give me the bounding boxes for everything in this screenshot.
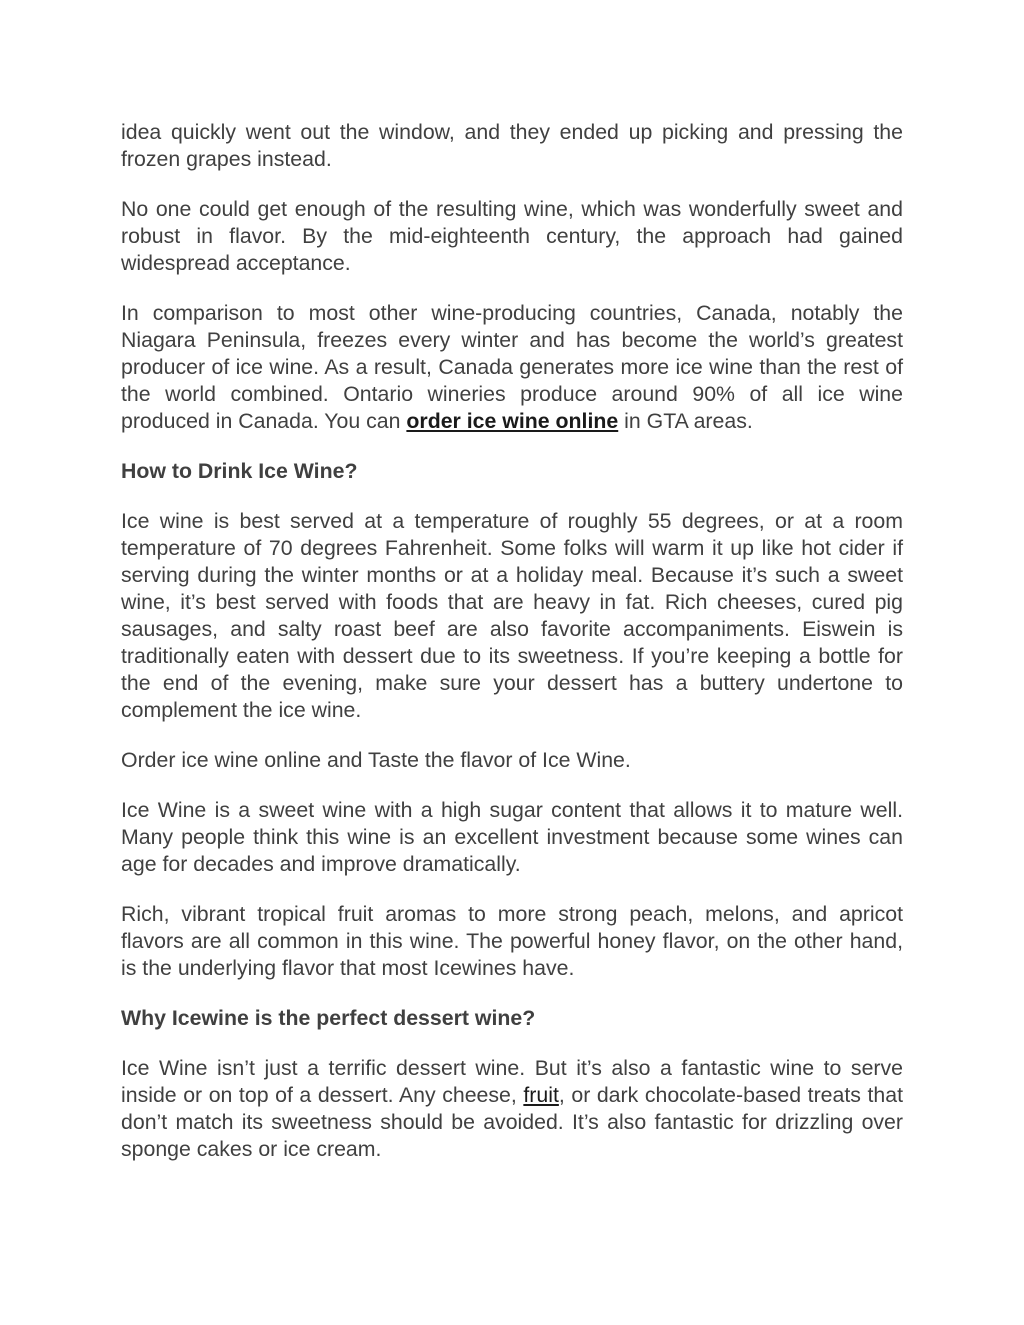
paragraph-sugar-content: Ice Wine is a sweet wine with a high sugar content that allows it to mature well. Many people think this wine is an excellent investment because some wines can age for decades and improve dramatically. [121,798,903,876]
paragraph-wine-acceptance: No one could get enough of the resulting wine, which was wonderfully sweet and robust in flavor. By the mid-eighteenth century, the approach had gained widespread acceptance. [121,197,903,275]
document-page [121,119,903,1186]
order-ice-wine-online-link[interactable]: order ice wine online [406,409,619,433]
paragraph-canada-text-before: In comparison to most other wine-producing countries, Canada, notably the Niagara Peninsula, freezes every winter and has become the world’s greatest producer of ice wine. As a result, Canada generates more ice wine than the rest of the world combined. Ontario wineries produce around 90% of all ice wine produced in Canada. You can [121,301,903,433]
paragraph-dessert-pairing [121,1055,903,1163]
heading-how-to-drink: How to Drink Ice Wine? [121,459,358,483]
paragraph-dessert-text-after: , or dark chocolate-based treats that don’t match its sweetness should be avoided. It’s also fantastic for drizzling over sponge cakes or ice cream. [121,1083,904,1161]
paragraph-canada-text-after: in GTA areas. [618,409,753,433]
paragraph-canada-production [121,300,903,435]
paragraph-flavor-aromas: Rich, vibrant tropical fruit aromas to more strong peach, melons, and apricot flavors are all common in this wine. The powerful honey flavor, on the other hand, is the underlying flavor that most Icewines have. [121,902,903,980]
fruit-link[interactable]: fruit [523,1083,559,1107]
paragraph-dessert-text-before: Ice Wine isn’t just a terrific dessert wine. But it’s also a fantastic wine to serve inside or on top of a dessert. Any cheese, [121,1056,903,1107]
paragraph-order-taste: Order ice wine online and Taste the flavor of Ice Wine. [121,748,631,772]
paragraph-serving-temperature: Ice wine is best served at a temperature of roughly 55 degrees, or at a room temperature of 70 degrees Fahrenheit. Some folks will warm it up like hot cider if serving during the winter months or at a holiday meal. Because it’s such a sweet wine, it’s best served with foods that are heavy in fat. Rich cheeses, cured pig sausages, and salty roast beef are also favorite accompaniments. Eiswein is traditionally eaten with dessert due to its sweetness. If you’re keeping a bottle for the end of the evening, make sure your dessert has a buttery undertone to complement the ice wine. [121,509,903,722]
heading-perfect-dessert-wine: Why Icewine is the perfect dessert wine? [121,1006,536,1030]
paragraph-intro-continuation: idea quickly went out the window, and they ended up picking and pressing the frozen grapes instead. [121,120,903,171]
